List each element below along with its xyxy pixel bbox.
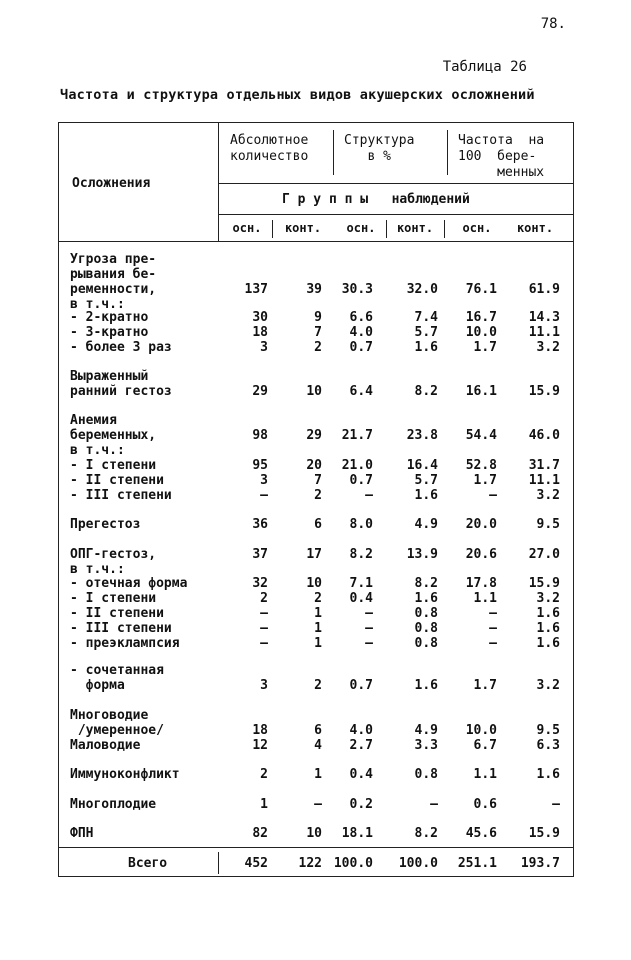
row-value: 8.0 [349, 517, 373, 532]
abs-col-divider [333, 130, 334, 175]
group-divider [218, 214, 574, 215]
row-value: 18 [252, 325, 268, 340]
table-label: Таблица 26 [442, 59, 527, 75]
row-value: 11.1 [528, 473, 560, 488]
row-value: 37 [252, 547, 268, 562]
row-value: 15.9 [528, 576, 560, 591]
row-value: 39 [306, 282, 322, 297]
col-header-structure: Структура в % [344, 133, 415, 164]
row-value: 1 [314, 606, 322, 621]
row-label: Иммуноконфликт [70, 767, 180, 782]
row-label: - I степени [70, 458, 157, 473]
total-value: 122 [298, 856, 322, 871]
row-value: 1 [314, 621, 322, 636]
row-value: 3 [260, 340, 268, 355]
row-label: Прегестоз [70, 517, 141, 532]
row-value: 15.9 [528, 384, 560, 399]
row-value: – [552, 797, 560, 812]
row-label: Угроза пре- рывания бе- ременности, в т.ч.: [70, 252, 157, 312]
row-value: 3 [260, 473, 268, 488]
row-value: 20 [306, 458, 322, 473]
row-value: 32 [252, 576, 268, 591]
table-caption: Частота и структура отдельных видов акушерских осложнений [60, 87, 535, 103]
row-value: 7.4 [414, 310, 438, 325]
row-value: 10 [306, 826, 322, 841]
row-label: - II степени [70, 473, 164, 488]
row-value: – [430, 797, 438, 812]
row-value: 1 [314, 767, 322, 782]
subheader-cell: конт. [396, 221, 434, 235]
row-value: 17.8 [465, 576, 497, 591]
subheader-tick [386, 220, 387, 238]
row-value: 29 [306, 428, 322, 443]
row-value: 21.7 [341, 428, 373, 443]
row-value: 52.8 [465, 458, 497, 473]
row-value: 8.2 [414, 826, 438, 841]
row-value: 2 [314, 678, 322, 693]
row-value: – [314, 797, 322, 812]
row-value: 1.6 [414, 340, 438, 355]
row-value: – [365, 488, 373, 503]
row-value: 6.7 [473, 738, 497, 753]
row-value: 12 [252, 738, 268, 753]
row-value: 7 [314, 325, 322, 340]
row-value: 8.2 [414, 576, 438, 591]
col-header-complications: Осложнения [72, 176, 151, 191]
row-label: Маловодие [70, 738, 141, 753]
header-bottom-line [58, 241, 574, 242]
row-value: 20.6 [465, 547, 497, 562]
row-value: 1.7 [473, 678, 497, 693]
row-value: 10 [306, 384, 322, 399]
row-value: 2.7 [349, 738, 373, 753]
row-label: - II степени [70, 606, 164, 621]
row-value: 36 [252, 517, 268, 532]
row-value: 18 [252, 723, 268, 738]
row-value: 1 [260, 797, 268, 812]
row-value: 0.7 [349, 473, 373, 488]
row-label: - более 3 раз [70, 340, 172, 355]
row-value: 8.2 [349, 547, 373, 562]
row-value: 0.7 [349, 678, 373, 693]
row-value: 2 [314, 340, 322, 355]
subheader-cell: конт. [516, 221, 554, 235]
row-value: 0.6 [473, 797, 497, 812]
subheader-tick [272, 220, 273, 238]
row-value: 27.0 [528, 547, 560, 562]
subheader-cell: осн. [232, 221, 262, 235]
row-value: 1.6 [536, 767, 560, 782]
row-value: 13.9 [406, 547, 438, 562]
row-value: 7 [314, 473, 322, 488]
row-value: 11.1 [528, 325, 560, 340]
row-value: – [260, 621, 268, 636]
row-label: ФПН [70, 826, 94, 841]
row-value: 10 [306, 576, 322, 591]
row-value: 10.0 [465, 325, 497, 340]
row-value: 23.8 [406, 428, 438, 443]
total-value: 193.7 [520, 856, 560, 871]
col-header-absolute: Абсолютное количество [230, 133, 309, 164]
row-value: 4.9 [414, 723, 438, 738]
row-value: 30.3 [341, 282, 373, 297]
row-value: 9.5 [536, 517, 560, 532]
row-value: 2 [260, 767, 268, 782]
row-value: 8.2 [414, 384, 438, 399]
row-value: 0.8 [414, 767, 438, 782]
str-col-divider [447, 130, 448, 175]
row-value: 0.8 [414, 621, 438, 636]
row-value: 2 [314, 488, 322, 503]
row-value: 0.8 [414, 636, 438, 651]
row-label: Анемия беременных, в т.ч.: [70, 413, 157, 458]
row-label: Многоплодие [70, 797, 157, 812]
total-value: 100.0 [398, 856, 438, 871]
col-header-frequency: Частота на 100 бере- менных [458, 133, 545, 180]
row-value: 3.2 [536, 488, 560, 503]
row-value: 14.3 [528, 310, 560, 325]
row-value: 61.9 [528, 282, 560, 297]
row-label: - 3-кратно [70, 325, 149, 340]
subheader-cell: осн. [346, 221, 376, 235]
row-value: 1.6 [414, 591, 438, 606]
row-value: 137 [244, 282, 268, 297]
row-value: 17 [306, 547, 322, 562]
row-value: 1.6 [414, 488, 438, 503]
label-col-divider [218, 122, 219, 241]
row-value: 6.4 [349, 384, 373, 399]
row-value: 3.3 [414, 738, 438, 753]
row-value: 0.4 [349, 767, 373, 782]
row-value: 1.7 [473, 473, 497, 488]
row-value: 4.9 [414, 517, 438, 532]
row-value: – [260, 488, 268, 503]
row-label: ОПГ-гестоз, в т.ч.: [70, 547, 157, 577]
subheader-tick [444, 220, 445, 238]
row-value: 1.6 [414, 678, 438, 693]
row-value: 16.4 [406, 458, 438, 473]
row-label: - отечная форма [70, 576, 188, 591]
row-label: - 2-кратно [70, 310, 149, 325]
row-value: 6.6 [349, 310, 373, 325]
row-label: - III степени [70, 488, 172, 503]
row-value: 45.6 [465, 826, 497, 841]
total-value: 251.1 [457, 856, 497, 871]
row-value: 2 [260, 591, 268, 606]
row-value: 6 [314, 723, 322, 738]
row-label: - III степени [70, 621, 172, 636]
row-value: 9 [314, 310, 322, 325]
row-value: 5.7 [414, 325, 438, 340]
row-value: 3.2 [536, 678, 560, 693]
row-value: 18.1 [341, 826, 373, 841]
row-value: – [260, 636, 268, 651]
row-value: – [365, 621, 373, 636]
row-value: 10.0 [465, 723, 497, 738]
row-value: 4.0 [349, 723, 373, 738]
row-value: – [365, 636, 373, 651]
row-value: 54.4 [465, 428, 497, 443]
header-divider [218, 183, 574, 184]
row-value: 1.1 [473, 767, 497, 782]
row-value: 1.6 [536, 621, 560, 636]
subheader-cell: осн. [462, 221, 492, 235]
row-label: - преэклампсия [70, 636, 180, 651]
total-top-line [58, 847, 574, 848]
row-value: 0.7 [349, 340, 373, 355]
page-number: 78. [540, 16, 566, 32]
row-value: 7.1 [349, 576, 373, 591]
row-value: 3.2 [536, 591, 560, 606]
row-value: 3 [260, 678, 268, 693]
total-label: Всего [128, 856, 168, 871]
row-value: 98 [252, 428, 268, 443]
row-value: – [260, 606, 268, 621]
row-value: 1.7 [473, 340, 497, 355]
row-label: Многоводие /умеренное/ [70, 708, 164, 738]
row-value: 16.7 [465, 310, 497, 325]
row-value: 76.1 [465, 282, 497, 297]
row-value: 6.3 [536, 738, 560, 753]
total-value: 100.0 [333, 856, 373, 871]
row-label: Выраженный ранний гестоз [70, 369, 172, 399]
row-label: - сочетанная форма [70, 663, 164, 693]
row-value: 15.9 [528, 826, 560, 841]
row-value: – [489, 606, 497, 621]
row-value: 1 [314, 636, 322, 651]
row-value: – [489, 621, 497, 636]
row-value: 0.4 [349, 591, 373, 606]
row-value: 32.0 [406, 282, 438, 297]
row-value: 2 [314, 591, 322, 606]
row-value: 30 [252, 310, 268, 325]
subheader-cell: конт. [284, 221, 322, 235]
row-value: – [489, 488, 497, 503]
row-value: 1.1 [473, 591, 497, 606]
row-value: 9.5 [536, 723, 560, 738]
row-value: 4 [314, 738, 322, 753]
row-value: 46.0 [528, 428, 560, 443]
row-value: 0.8 [414, 606, 438, 621]
row-value: 6 [314, 517, 322, 532]
row-value: 16.1 [465, 384, 497, 399]
groups-header: Г р у п п ы наблюдений [282, 192, 470, 207]
row-value: 5.7 [414, 473, 438, 488]
row-label: - I степени [70, 591, 157, 606]
row-value: 29 [252, 384, 268, 399]
row-value: 4.0 [349, 325, 373, 340]
row-value: 21.0 [341, 458, 373, 473]
row-value: 95 [252, 458, 268, 473]
row-value: 1.6 [536, 606, 560, 621]
row-value: 1.6 [536, 636, 560, 651]
row-value: – [365, 606, 373, 621]
row-value: 31.7 [528, 458, 560, 473]
row-value: – [489, 636, 497, 651]
total-value: 452 [244, 856, 268, 871]
row-value: 3.2 [536, 340, 560, 355]
row-value: 0.2 [349, 797, 373, 812]
row-value: 82 [252, 826, 268, 841]
row-value: 20.0 [465, 517, 497, 532]
